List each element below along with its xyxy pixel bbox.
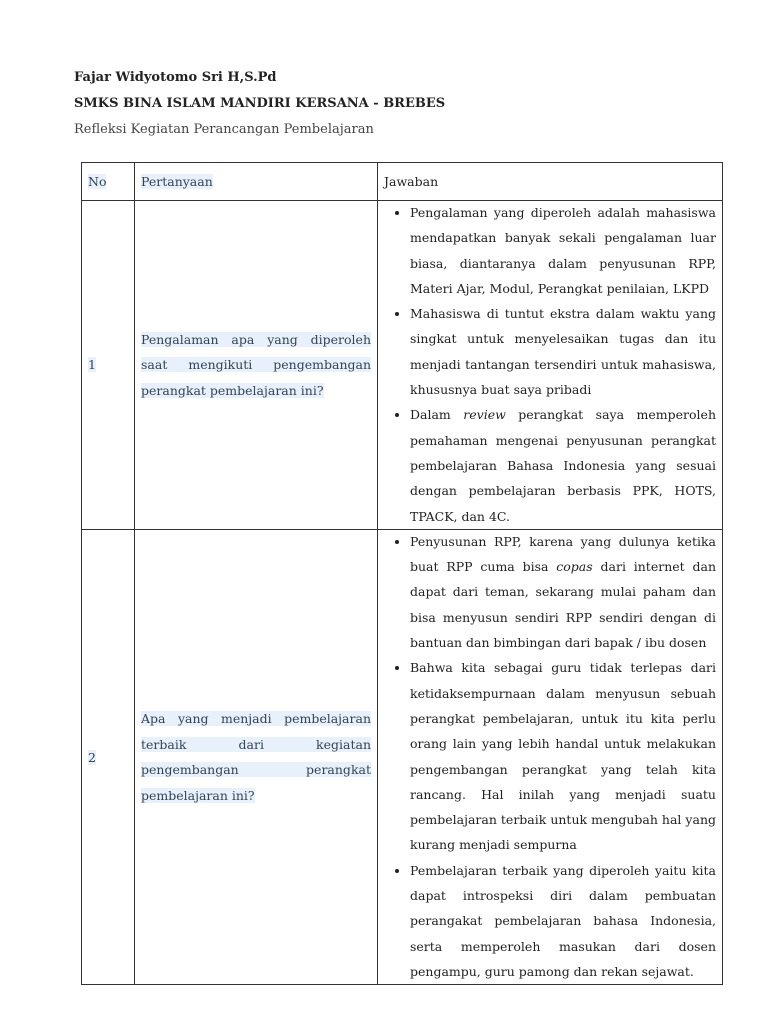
row-number-cell: 2	[82, 529, 135, 984]
column-header-answer: Jawaban	[378, 163, 723, 201]
answer-item: • Dalam review perangkat saya memperoleh pemahaman mengenai penyusunan perangkat pembelajaran Bahasa Indonesia yang sesuai dengan pembelajaran berbasis PPK, HOTS, TPACK, dan 4C.	[410, 402, 716, 528]
answer-item: • Mahasiswa di tuntut ekstra dalam waktu yang singkat untuk menyelesaikan tugas dan itu menjadi tantangan tersendiri untuk mahasiswa, khususnya buat saya pribadi	[410, 301, 716, 402]
column-header-question: Pertanyaan	[135, 163, 378, 201]
answer-list	[384, 200, 716, 529]
question-cell	[135, 201, 378, 530]
answer-item: • Pengalaman yang diperoleh adalah mahasiswa mendapatkan banyak sekali pengalaman luar biasa, diantaranya dalam penyusunan RPP, Materi Ajar, Modul, Perangkat penilaian, LKPD	[410, 200, 716, 301]
question-text: Apa yang menjadi pembelajaran terbaik dari kegiatan pengembangan perangkat pembelajaran ini?	[141, 711, 371, 803]
answer-cell	[378, 201, 723, 530]
table-row	[82, 201, 723, 530]
answer-cell	[378, 529, 723, 984]
row-number-cell: 1	[82, 201, 135, 530]
table-header-row	[82, 163, 723, 201]
answer-item: • Pembelajaran terbaik yang diperoleh yaitu kita dapat introspeksi diri dalam pembuatan perangakat pembelajaran bahasa Indonesia, serta memperoleh masukan dari dosen pengampu, guru pamong dan rekan sejawat.	[410, 858, 716, 984]
answer-list	[384, 529, 716, 984]
document-header	[74, 66, 694, 142]
author-name: Fajar Widyotomo Sri H,S.Pd	[74, 70, 277, 85]
question-text: Pengalaman apa yang diperoleh saat mengikuti pengembangan perangkat pembelajaran ini?	[141, 331, 371, 398]
answer-item: • Bahwa kita sebagai guru tidak terlepas dari ketidaksempurnaan dalam menyusun sebuah perangkat pembelajaran, untuk itu kita perlu orang lain yang lebih handal untuk melakukan pengembangan perangkat yang telah kita rancang. Hal inilah yang menjadi suatu pembelajaran terbaik untuk mengubah hal yang kurang menjadi sempurna	[410, 655, 716, 857]
school-name: SMKS BINA ISLAM MANDIRI KERSANA - BREBES	[74, 96, 446, 111]
document-subtitle: Refleksi Kegiatan Perancangan Pembelajaran	[74, 122, 374, 137]
column-header-no: No	[82, 163, 135, 201]
reflection-table	[81, 162, 723, 985]
answer-item: • Penyusunan RPP, karena yang dulunya ketika buat RPP cuma bisa copas dari internet dan dapat dari teman, sekarang mulai paham dan bisa menyusun sendiri RPP sendiri dengan di bantuan dan bimbingan dari bapak / ibu dosen	[410, 529, 716, 655]
table-row	[82, 529, 723, 984]
question-cell	[135, 529, 378, 984]
